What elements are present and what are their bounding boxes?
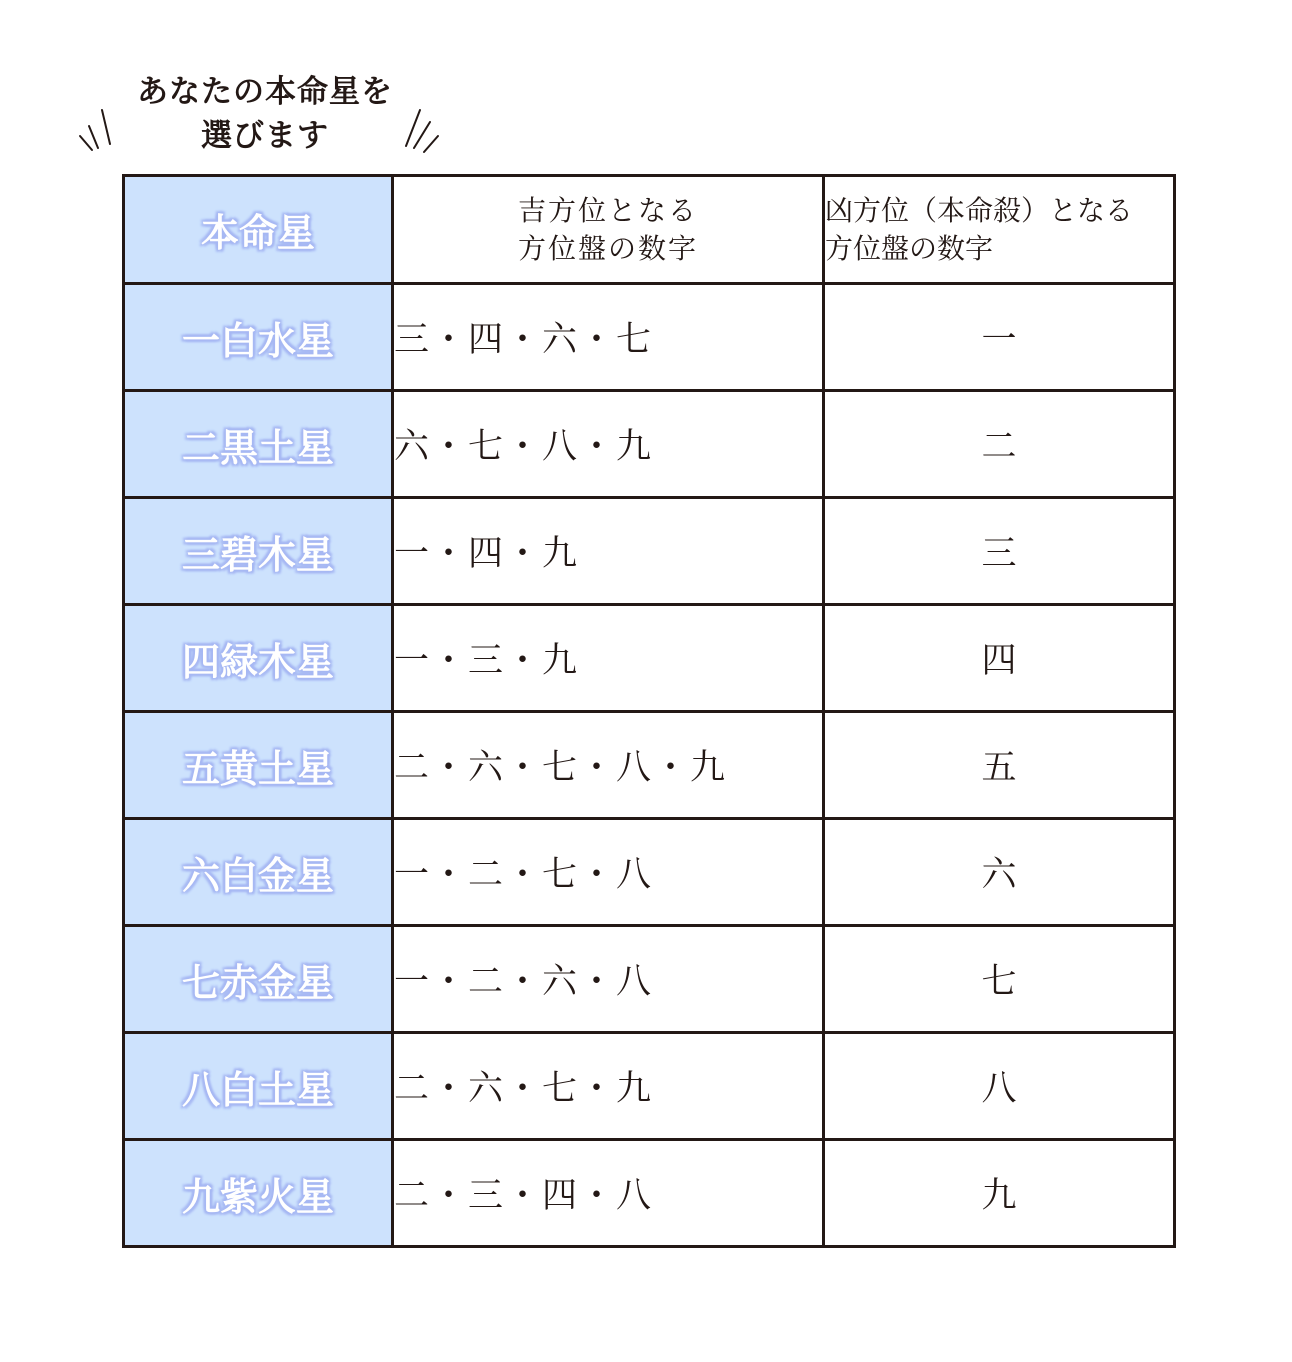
bad-direction-cell: 一: [824, 284, 1175, 391]
bad-direction-cell: 九: [824, 1140, 1175, 1247]
header-bad-line-1: 凶方位（本命殺）となる: [825, 193, 1134, 227]
table-row: [124, 1140, 1175, 1247]
header-bad-line-2: 方位盤の数字: [825, 231, 994, 265]
star-name-cell: 三碧木星: [124, 498, 393, 605]
header-good-line-2: 方位盤の数字: [517, 231, 698, 265]
bad-direction-cell: 四: [824, 605, 1175, 712]
table-row: [124, 926, 1175, 1033]
headline: [110, 70, 420, 158]
star-name-cell: 四緑木星: [124, 605, 393, 712]
bad-direction-cell: 二: [824, 391, 1175, 498]
bad-direction-cell: 五: [824, 712, 1175, 819]
table-header-row: [124, 176, 1175, 284]
star-name-cell: 九紫火星: [124, 1140, 393, 1247]
header-star: 本命星: [124, 176, 393, 284]
table-row: [124, 712, 1175, 819]
headline-line-2: 選びます: [201, 118, 329, 154]
bad-direction-cell: 三: [824, 498, 1175, 605]
table-row: [124, 1033, 1175, 1140]
table-row: [124, 391, 1175, 498]
emphasis-lines-right-icon: [400, 106, 444, 154]
good-direction-cell: 二・六・七・九: [393, 1033, 824, 1140]
good-direction-cell: 一・四・九: [393, 498, 824, 605]
star-name-cell: 五黄土星: [124, 712, 393, 819]
header-good-line-1: 吉方位となる: [517, 193, 698, 227]
table-row: [124, 498, 1175, 605]
star-name-cell: 七赤金星: [124, 926, 393, 1033]
star-name-cell: 六白金星: [124, 819, 393, 926]
star-name-cell: 八白土星: [124, 1033, 393, 1140]
good-direction-cell: 一・二・六・八: [393, 926, 824, 1033]
nine-star-direction-table: [122, 174, 1176, 1248]
good-direction-cell: 二・三・四・八: [393, 1140, 824, 1247]
good-direction-cell: 一・二・七・八: [393, 819, 824, 926]
emphasis-lines-left-icon: [76, 106, 120, 154]
good-direction-cell: 三・四・六・七: [393, 284, 824, 391]
good-direction-cell: 一・三・九: [393, 605, 824, 712]
table-row: [124, 605, 1175, 712]
star-name-cell: 二黒土星: [124, 391, 393, 498]
header-good-direction: [393, 176, 824, 284]
headline-line-1: あなたの本命星を: [137, 74, 393, 110]
good-direction-cell: 六・七・八・九: [393, 391, 824, 498]
header-bad-direction: [824, 176, 1175, 284]
table-row: [124, 819, 1175, 926]
table-row: [124, 284, 1175, 391]
good-direction-cell: 二・六・七・八・九: [393, 712, 824, 819]
bad-direction-cell: 八: [824, 1033, 1175, 1140]
star-name-cell: 一白水星: [124, 284, 393, 391]
bad-direction-cell: 六: [824, 819, 1175, 926]
bad-direction-cell: 七: [824, 926, 1175, 1033]
